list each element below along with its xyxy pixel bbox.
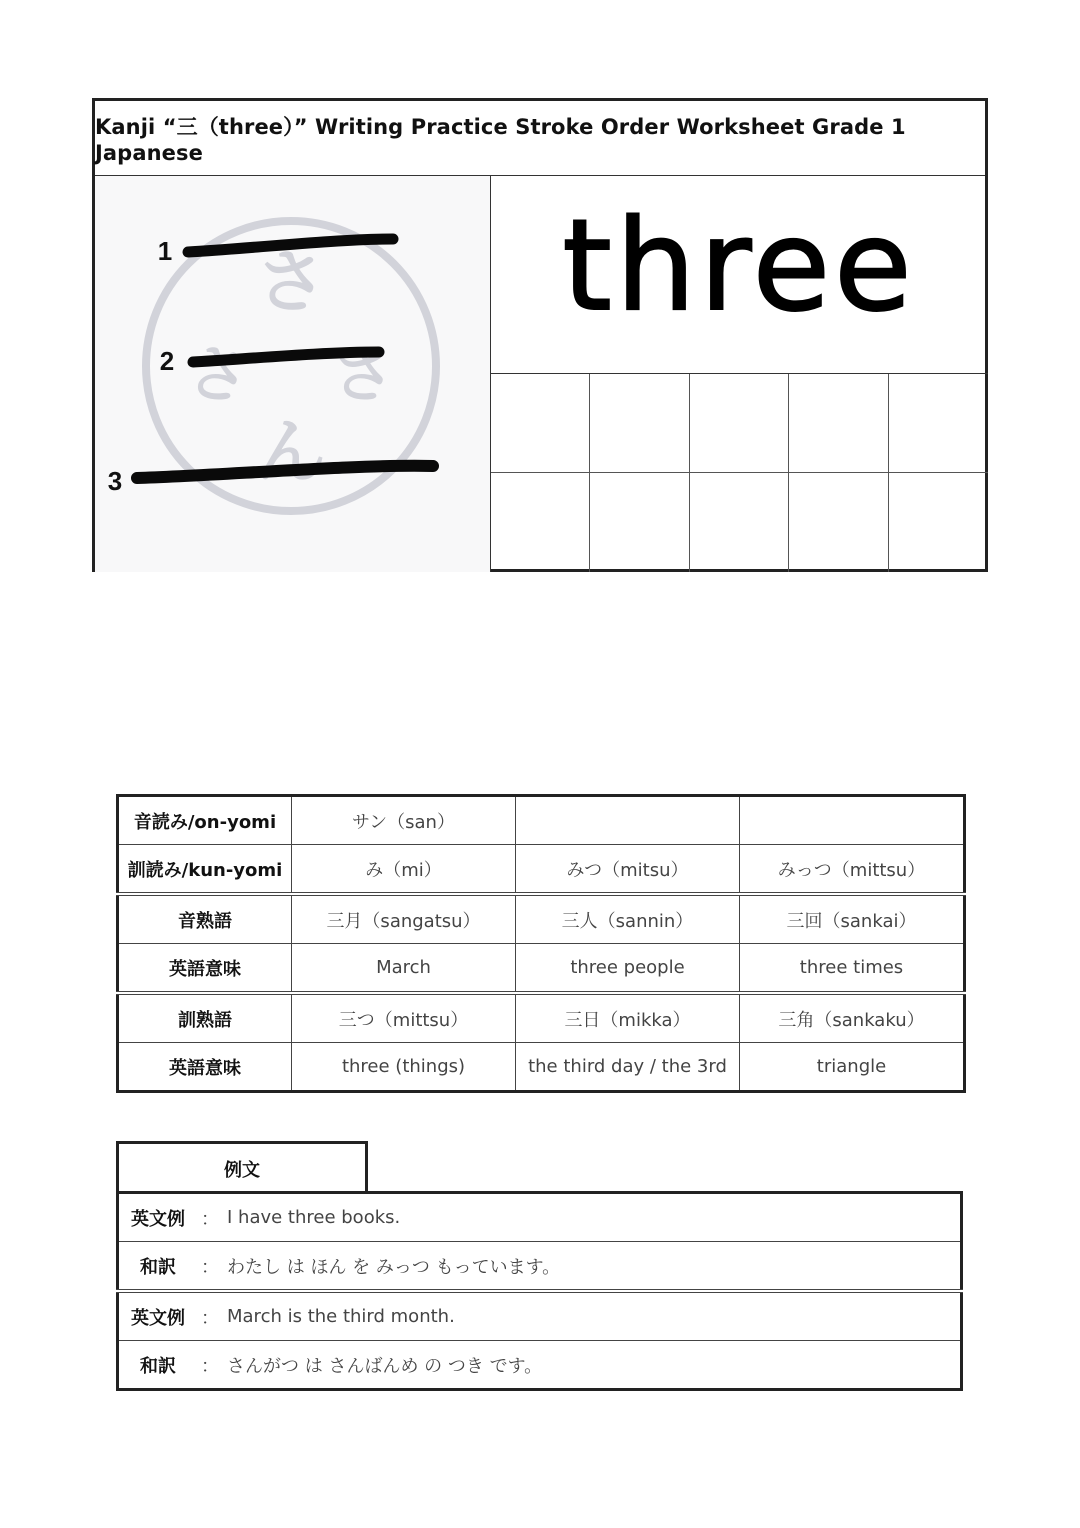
table-cell: triangle [740,1043,965,1092]
worksheet-card [92,98,988,572]
table-row [118,1043,965,1092]
table-cell: みつ（mitsu） [516,845,740,895]
table-cell: 三つ（mittsu） [292,993,516,1043]
stroke-order-diagram [95,176,491,572]
example-colon: ： [197,1341,223,1390]
practice-cell[interactable] [690,374,789,473]
example-colon: ： [197,1193,223,1242]
row-label: 英語意味 [118,944,292,994]
practice-cell[interactable] [889,473,988,572]
table-cell: 三回（sankai） [740,894,965,944]
table-cell: みっつ（mittsu） [740,845,965,895]
example-text: March is the third month. [223,1291,962,1341]
example-colon: ： [197,1291,223,1341]
example-row [118,1193,962,1242]
stroke-number-1: 1 [157,236,173,266]
row-label: 訓読み/kun-yomi [118,845,292,895]
example-row [118,1291,962,1341]
english-word-panel [491,176,988,374]
practice-cell[interactable] [590,473,689,572]
practice-cell[interactable] [789,473,888,572]
table-cell: 三人（sannin） [516,894,740,944]
example-label: 和訳 [118,1242,198,1292]
practice-cell[interactable] [590,374,689,473]
watermark-char-bottom: ん [256,411,326,493]
watermark-char-top: さ [256,241,326,323]
table-row [118,845,965,895]
practice-cell[interactable] [690,473,789,572]
table-cell: み（mi） [292,845,516,895]
table-cell: 三角（sankaku） [740,993,965,1043]
table-cell [740,796,965,845]
example-text: わたし は ほん を みっつ もっています。 [223,1242,962,1292]
example-text: I have three books. [223,1193,962,1242]
practice-cell[interactable] [889,374,988,473]
practice-grid [491,374,988,572]
table-cell: 三日（mikka） [516,993,740,1043]
stroke-order-panel [95,176,491,572]
readings-table [116,794,966,1093]
table-row [118,944,965,994]
practice-cell[interactable] [491,473,590,572]
example-text: さんがつ は さんばんめ の つき です。 [223,1341,962,1390]
row-label: 英語意味 [118,1043,292,1092]
english-word-graphic [491,176,988,374]
row-label: 音読み/on-yomi [118,796,292,845]
example-colon: ： [197,1242,223,1292]
example-sentences-table [116,1191,963,1391]
table-cell: three times [740,944,965,994]
table-cell: three (things) [292,1043,516,1092]
table-cell: 三月（sangatsu） [292,894,516,944]
example-label: 英文例 [118,1291,198,1341]
stroke-number-3: 3 [107,466,123,496]
table-cell: サン（san） [292,796,516,845]
english-word: three [562,192,916,339]
table-cell [516,796,740,845]
table-cell: March [292,944,516,994]
example-row [118,1341,962,1390]
row-label: 訓熟語 [118,993,292,1043]
table-row [118,796,965,845]
example-row [118,1242,962,1292]
practice-cell[interactable] [491,374,590,473]
table-row [118,993,965,1043]
example-sentences-tab: 例文 [116,1141,368,1193]
example-label: 英文例 [118,1193,198,1242]
watermark-char-left: さ [185,338,249,411]
row-label: 音熟語 [118,894,292,944]
example-label: 和訳 [118,1341,198,1390]
worksheet-title: Kanji “三（three）” Writing Practice Stroke Order Worksheet Grade 1 Japanese [95,101,985,176]
table-row [118,894,965,944]
table-cell: the third day / the 3rd [516,1043,740,1092]
practice-cell[interactable] [789,374,888,473]
table-cell: three people [516,944,740,994]
stroke-number-2: 2 [159,346,175,376]
watermark-char-right: さ [331,338,395,411]
